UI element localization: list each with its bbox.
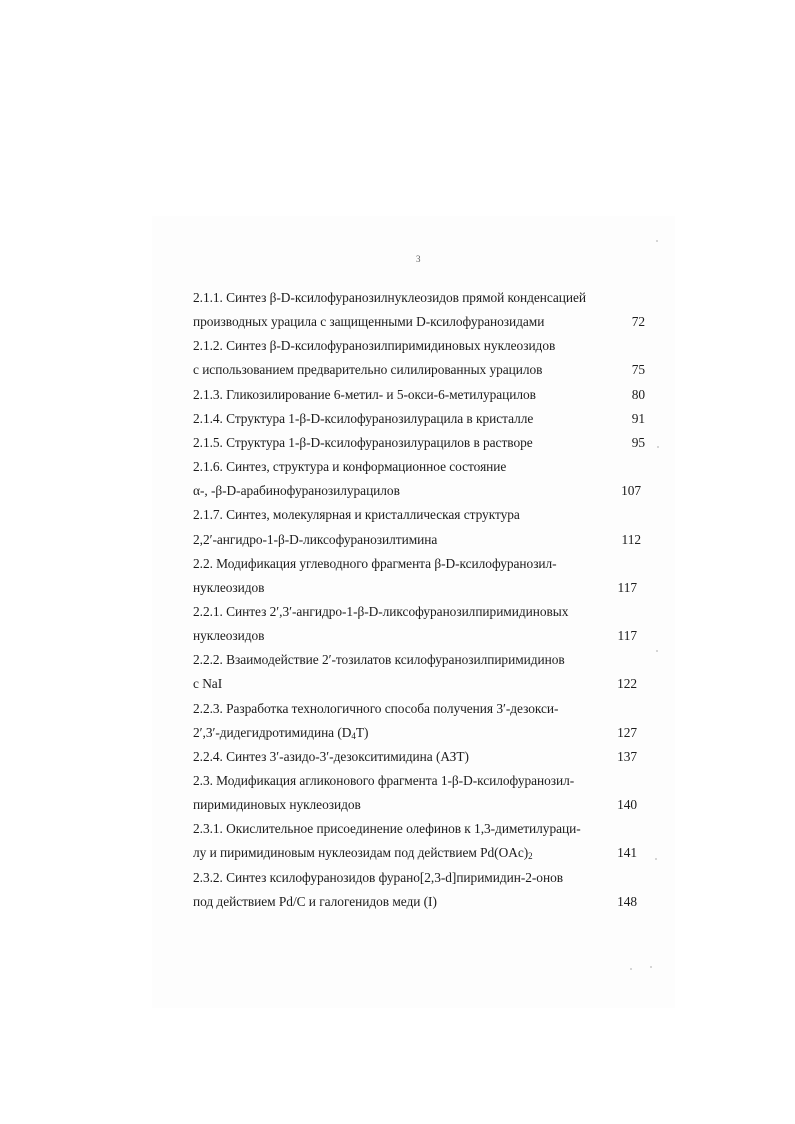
toc-entry-line bbox=[193, 602, 653, 622]
toc-entry-title: нуклеозидов bbox=[193, 628, 265, 644]
toc-entry-line bbox=[193, 843, 653, 863]
toc-entry-line bbox=[193, 530, 653, 550]
toc-entry-title: 2.2. Модификация углеводного фрагмента β-D-ксилофуранозил- bbox=[193, 555, 557, 571]
toc-entry-title: 2.2.2. Взаимодействие 2′-тозилатов ксилофуранозилпиримидинов bbox=[193, 652, 565, 668]
toc-entry-title: с NaI bbox=[193, 676, 223, 692]
toc-entry-line bbox=[193, 578, 653, 598]
toc-entry-page-number: 141 bbox=[617, 845, 637, 861]
toc-entry-page-number: 127 bbox=[617, 724, 637, 740]
toc-entry-line bbox=[193, 650, 653, 670]
toc-entry-text bbox=[193, 505, 520, 525]
toc-entry-title: производных урацила с защищенными D-ксилофуранозидами bbox=[193, 314, 545, 330]
toc-entry-line bbox=[193, 795, 653, 815]
toc-entry-line bbox=[193, 457, 653, 477]
toc-entry-line bbox=[193, 336, 653, 356]
toc-entry-title: под действием Pd/C и галогенидов меди (I) bbox=[193, 893, 437, 909]
toc-entry-subscript: 4 bbox=[351, 730, 356, 741]
toc-entry-text bbox=[193, 312, 544, 332]
toc-entry-line bbox=[193, 312, 653, 332]
toc-entry-page-number: 140 bbox=[617, 797, 637, 813]
toc-entry-line bbox=[193, 747, 653, 767]
toc-entry-title: 2.2.1. Синтез 2′,3′-ангидро-1-β-D-ликсофуранозилпиримидиновых bbox=[193, 603, 569, 619]
toc-entry-text bbox=[193, 626, 264, 646]
toc-entry-page-number: 80 bbox=[631, 386, 645, 402]
toc-entry-title: 2.3.1. Окислительное присоединение олефинов к 1,3-диметилураци- bbox=[193, 821, 581, 837]
toc-entry-line bbox=[193, 626, 653, 646]
toc-entry-title: 2.1.4. Структура 1-β-D-ксилофуранозилурацила в кристалле bbox=[193, 410, 534, 426]
toc-entry-text bbox=[193, 360, 542, 380]
toc-entry-line bbox=[193, 505, 653, 525]
toc-entry-page-number: 107 bbox=[621, 483, 641, 499]
toc-entry-line bbox=[193, 771, 653, 791]
toc-entry-title-suffix: T) bbox=[355, 724, 369, 740]
toc-entry-line bbox=[193, 892, 653, 912]
toc-entry-line bbox=[193, 409, 653, 429]
toc-entry-text bbox=[193, 288, 586, 308]
page-number: 3 bbox=[416, 254, 421, 264]
toc-entry-page-number: 122 bbox=[617, 676, 637, 692]
toc-entry-text bbox=[193, 481, 400, 501]
toc-entry-title: 2.1.6. Синтез, структура и конформационное состояние bbox=[193, 459, 507, 475]
toc-entry-line bbox=[193, 481, 653, 501]
toc-entry-text bbox=[193, 771, 574, 791]
toc-entry-title: 2.3. Модификация агликонового фрагмента 1-β-D-ксилофуранозил- bbox=[193, 773, 575, 788]
scan-speck bbox=[650, 966, 652, 968]
toc-entry-title: 2′,3′-дидегидротимидина (D bbox=[193, 724, 352, 740]
toc-entry-title: 2.1.2. Синтез β-D-ксилофуранозилпиримидиновых нуклеозидов bbox=[193, 338, 556, 354]
toc-entry-title: 2.2.3. Разработка технологичного способа получения 3′-дезокси- bbox=[193, 700, 559, 716]
toc-entry-text bbox=[193, 795, 361, 815]
toc-entry-text bbox=[193, 336, 555, 356]
toc-entry-line bbox=[193, 868, 653, 888]
toc-entry-text bbox=[193, 385, 536, 405]
toc-entry-text bbox=[193, 674, 222, 694]
scan-speck bbox=[656, 650, 658, 652]
toc-entry-text bbox=[193, 819, 581, 839]
toc-entry-subscript: 2 bbox=[528, 851, 533, 862]
toc-entry-page-number: 117 bbox=[617, 579, 637, 595]
toc-entry-line bbox=[193, 554, 653, 574]
toc-entry-title: 2.1.1. Синтез β-D-ксилофуранозилнуклеозидов прямой конденсацией bbox=[193, 290, 587, 305]
toc-entry-line bbox=[193, 723, 653, 743]
toc-entry-title: с использованием предварительно силилированных урацилов bbox=[193, 362, 543, 378]
toc-entry-title: 2.1.7. Синтез, молекулярная и кристаллическая структура bbox=[193, 507, 520, 523]
toc-entry-page-number: 137 bbox=[617, 748, 637, 764]
toc-entry-title: 2.2.4. Синтез 3′-азидо-3′-дезокситимидина (АЗТ) bbox=[193, 748, 469, 764]
toc-entry-line bbox=[193, 360, 653, 380]
toc-entry-text bbox=[193, 457, 506, 477]
toc-entry-page-number: 95 bbox=[631, 434, 645, 450]
toc-entry-line bbox=[193, 288, 653, 308]
toc-entry-page-number: 91 bbox=[631, 410, 645, 426]
scan-speck bbox=[656, 240, 658, 242]
toc-entry-text bbox=[193, 868, 563, 888]
toc-entry-text bbox=[193, 433, 533, 453]
toc-entry-title: 2.1.3. Гликозилирование 6-метил- и 5-окси-6-метилурацилов bbox=[193, 386, 536, 402]
toc-entry-text bbox=[193, 843, 533, 863]
scan-speck bbox=[630, 968, 632, 970]
scan-speck bbox=[655, 858, 657, 860]
toc-entry-line bbox=[193, 699, 653, 719]
toc-entry-title: 2,2′-ангидро-1-β-D-ликсофуранозилтимина bbox=[193, 531, 438, 547]
toc-entry-text bbox=[193, 554, 557, 574]
toc-entry-text bbox=[193, 723, 368, 743]
toc-entry-text bbox=[193, 409, 533, 429]
toc-entry-title: α-, -β-D-арабинофуранозилурацилов bbox=[193, 483, 400, 499]
toc-entry-text bbox=[193, 578, 264, 598]
toc-entry-text bbox=[193, 602, 568, 622]
toc-entry-text bbox=[193, 747, 469, 767]
toc-entry-page-number: 148 bbox=[617, 893, 637, 909]
toc-entry-line bbox=[193, 433, 653, 453]
toc-entry-line bbox=[193, 819, 653, 839]
toc-entry-line bbox=[193, 385, 653, 405]
toc-entry-page-number: 75 bbox=[631, 362, 645, 378]
toc-entry-line bbox=[193, 674, 653, 694]
toc-entry-title: 2.3.2. Синтез ксилофуранозидов фурано[2,3-d]пиримидин-2-онов bbox=[193, 869, 563, 885]
toc-entry-page-number: 112 bbox=[621, 531, 641, 547]
toc-entry-title: пиримидиновых нуклеозидов bbox=[193, 797, 361, 813]
scan-speck bbox=[657, 446, 659, 448]
toc-entry-text bbox=[193, 892, 437, 912]
toc-entry-text bbox=[193, 650, 565, 670]
toc-entry-text bbox=[193, 699, 558, 719]
toc-entry-title: нуклеозидов bbox=[193, 579, 265, 595]
toc-entry-page-number: 117 bbox=[617, 628, 637, 644]
toc-entry-title: лу и пиримидиновым нуклеозидам под действием Pd(OAc) bbox=[193, 845, 529, 861]
toc-entry-title: 2.1.5. Структура 1-β-D-ксилофуранозилурацилов в растворе bbox=[193, 434, 533, 450]
toc-entry-text bbox=[193, 530, 437, 550]
toc-entry-page-number: 72 bbox=[631, 314, 645, 330]
